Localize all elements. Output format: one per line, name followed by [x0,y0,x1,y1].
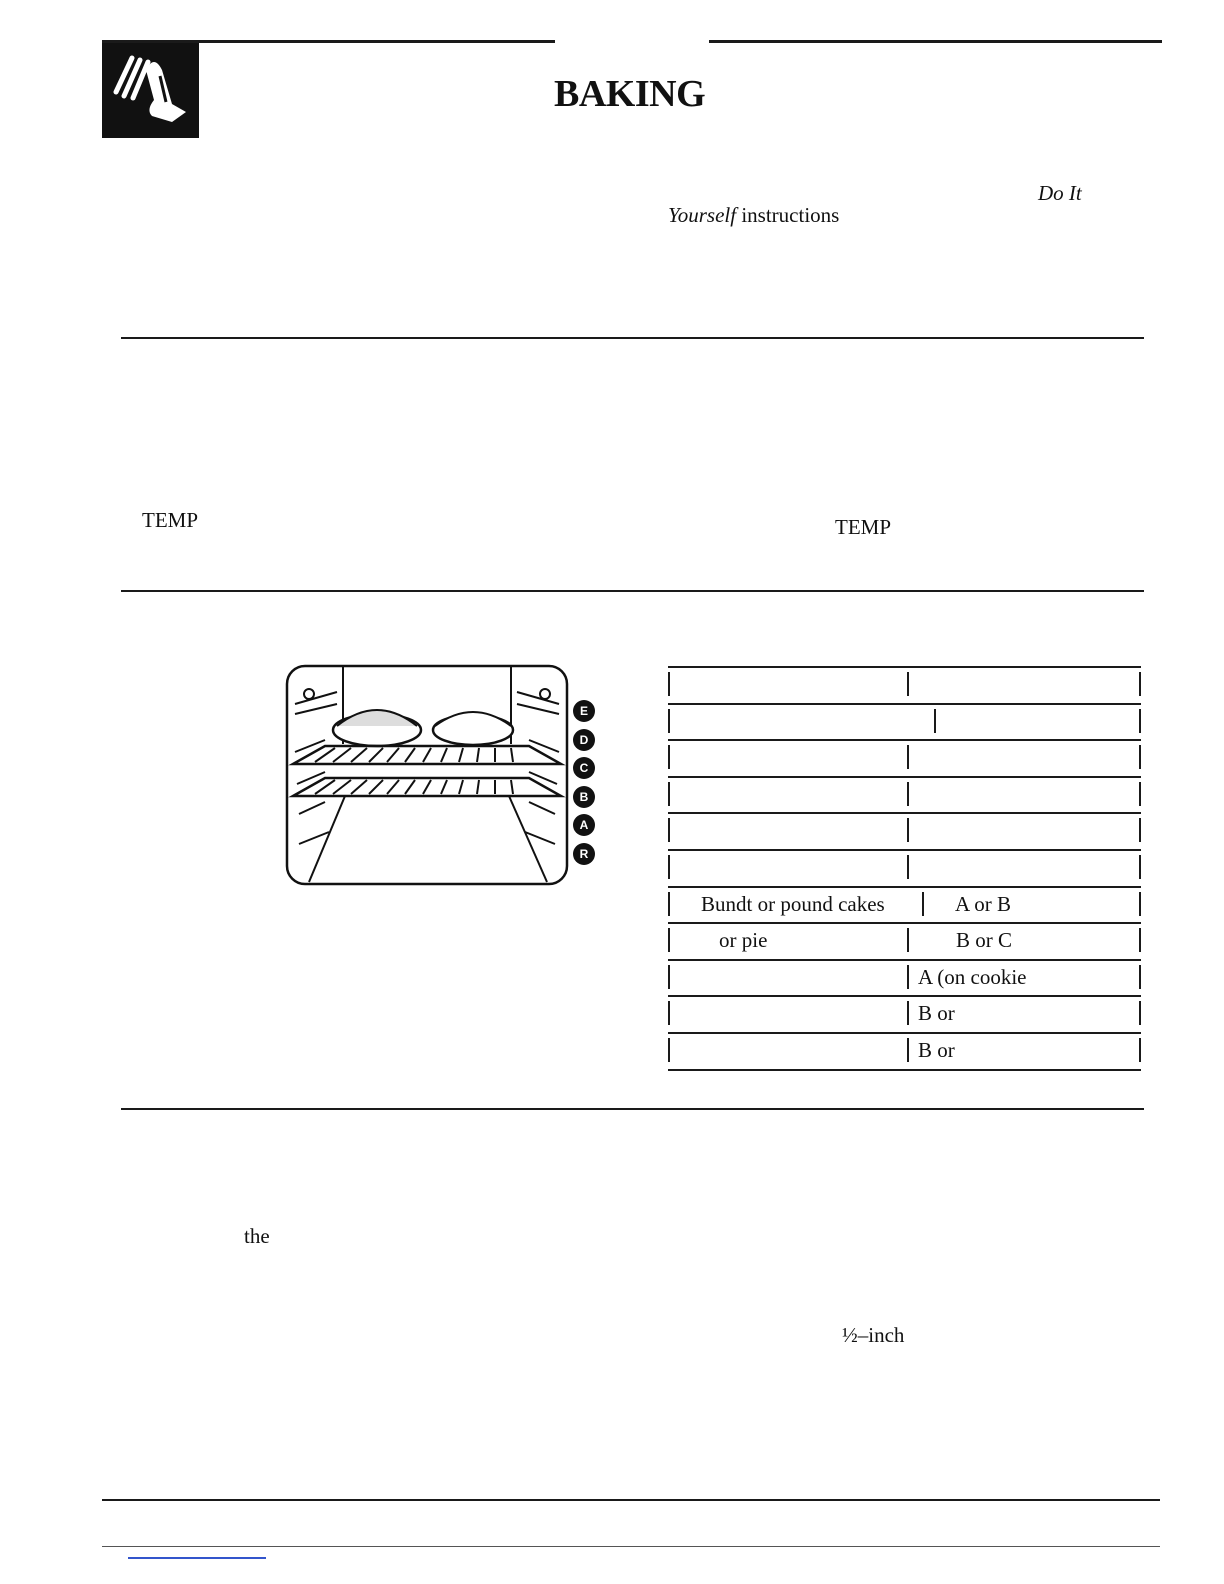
footer-rule-bottom [102,1546,1160,1547]
rack-cell: A or B [955,891,1012,916]
row-rule [668,1032,1141,1034]
table-row [668,776,1141,812]
rack-position-r: R [573,843,595,865]
row-column-divider [907,1038,909,1062]
yourself-text: Yourself [668,203,737,227]
row-right-border [1139,1038,1141,1062]
table-bottom-rule [668,1069,1141,1071]
header-rule-left [102,40,555,43]
row-right-border [1139,709,1141,733]
row-right-border [1139,965,1141,989]
table-row [668,995,1141,1031]
row-column-divider [907,818,909,842]
rack-cell: A (on cookie [918,964,1027,989]
table-row [668,922,1141,958]
food-cell: or pie [719,928,768,953]
hand-pointing-logo [102,40,199,138]
row-right-border [1139,745,1141,769]
row-rule [668,812,1141,814]
row-column-divider [907,1001,909,1025]
table-row [668,739,1141,775]
row-rule [668,995,1141,997]
row-left-border [668,1001,670,1025]
header-rule-right [709,40,1162,43]
row-column-divider [907,745,909,769]
oven-rack-illustration [285,664,570,886]
row-left-border [668,1038,670,1062]
row-rule [668,703,1141,705]
rack-position-c: C [573,757,595,779]
row-column-divider [907,928,909,952]
row-column-divider [907,965,909,989]
footer-link-underline [128,1557,266,1559]
row-rule [668,959,1141,961]
row-column-divider [907,672,909,696]
row-rule [668,922,1141,924]
food-cell: Bundt or pound cakes [701,891,885,916]
table-row [668,959,1141,995]
page-title: BAKING [554,73,706,115]
row-column-divider [907,855,909,879]
row-left-border [668,745,670,769]
row-rule [668,739,1141,741]
row-left-border [668,782,670,806]
table-row [668,849,1141,885]
row-left-border [668,709,670,733]
instructions-text: instructions [741,203,840,227]
row-column-divider [922,892,924,916]
row-right-border [1139,855,1141,879]
table-row [668,1032,1141,1068]
section-divider-2 [121,590,1144,592]
row-rule [668,886,1141,888]
temp-label-left: TEMP [142,508,199,532]
rack-position-e: E [573,700,595,722]
do-it-text: Do It [1038,181,1082,205]
row-rule [668,849,1141,851]
row-column-divider [907,782,909,806]
yourself-instructions [668,203,839,228]
row-left-border [668,672,670,696]
row-left-border [668,892,670,916]
row-column-divider [934,709,936,733]
row-left-border [668,818,670,842]
rack-position-b: B [573,786,595,808]
rack-cell: B or C [956,928,1013,953]
row-right-border [1139,672,1141,696]
row-right-border [1139,1001,1141,1025]
oven-interior-icon [285,664,570,886]
row-right-border [1139,892,1141,916]
row-left-border [668,928,670,952]
row-rule [668,776,1141,778]
table-row [668,703,1141,739]
row-right-border [1139,928,1141,952]
half-inch-text: ½–inch [842,1323,905,1347]
temp-label-right: TEMP [835,515,892,539]
section-divider-3 [121,1108,1144,1110]
row-left-border [668,855,670,879]
the-text: the [244,1224,270,1248]
row-right-border [1139,818,1141,842]
row-right-border [1139,782,1141,806]
rack-position-d: D [573,729,595,751]
rack-cell: B or [918,1001,955,1026]
table-row [668,886,1141,922]
row-left-border [668,965,670,989]
table-row [668,666,1141,702]
rack-position-a: A [573,814,595,836]
row-rule [668,666,1141,668]
table-row [668,812,1141,848]
section-divider-1 [121,337,1144,339]
rack-cell: B or [918,1038,955,1062]
footer-rule [102,1499,1160,1501]
hand-pointing-icon [102,40,199,138]
